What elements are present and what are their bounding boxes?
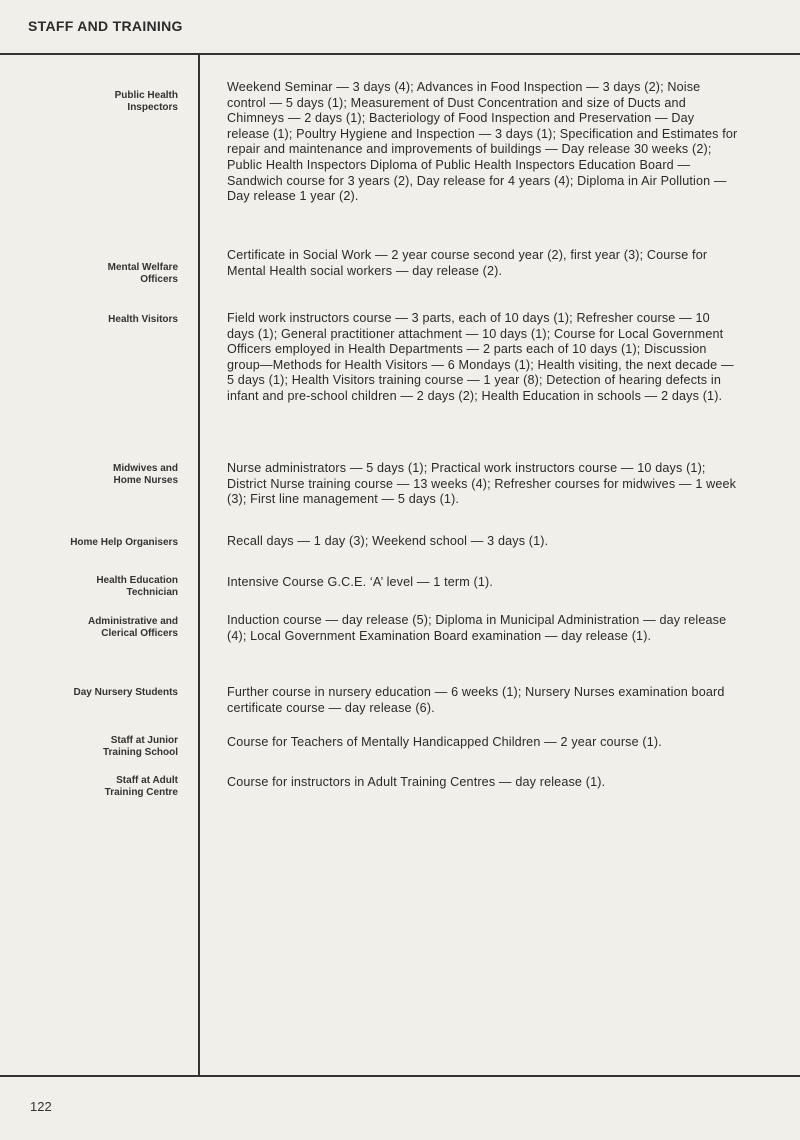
row-category: Administrative and Clerical Officers — [87, 616, 178, 639]
page-number: 122 — [30, 1099, 52, 1114]
bottom-rule — [0, 1075, 800, 1077]
row-category: Mental Welfare Officers — [107, 262, 178, 285]
row-courses: Weekend Seminar — 3 days (4); Advances in Food Inspection — 3 days (2); Noise control — 5 days (1); Measurement of Dust Concentration and size of Ducts and Chimneys — 2 days (1); Bacteriology of Food Inspection and Preservation — Day release (1); Poultry Hygiene and Inspection — 3 days (1); Specification and Estimates for repair and maintenance and improvements of buildings — Day release 30 weeks (2); Public Health Inspectors Diploma of Public Health Inspectors Education Board — Sandwich course for 3 years (2), Day release for 4 years (4); Diploma in Air Pollution — Day release 1 year (2). — [227, 80, 738, 204]
row-category: Staff at Adult Training Centre — [104, 775, 178, 798]
row-courses: Certificate in Social Work — 2 year course second year (2), first year (3); Course for Mental Health social workers — day release (2). — [227, 248, 708, 278]
top-rule — [0, 53, 800, 55]
row-category: Staff at Junior Training School — [102, 735, 178, 758]
row-category: Midwives and Home Nurses — [112, 463, 178, 486]
row-category: Home Help Organisers — [70, 537, 178, 548]
section-heading: STAFF AND TRAINING — [28, 18, 183, 34]
row-category: Health Visitors — [108, 314, 178, 325]
row-courses: Field work instructors course — 3 parts, each of 10 days (1); Refresher course — 10 days (1); General practitioner attachment — 10 days (1); Course for Local Government Officers employed in Health Departments — 2 parts each of 10 days (1); Discussion group—Methods for Health Visitors — 6 Mondays (1); Health visiting, the next decade — 5 days (1); Health Visitors training course — 1 year (8); Detection of hearing defects in infant and pre-school children — 2 days (2); Health Education in schools — 2 days (1). — [227, 311, 734, 403]
row-courses: Nurse administrators — 5 days (1); Practical work instructors course — 10 days (1); District Nurse training course — 13 weeks (4); Refresher courses for midwives — 1 week (3); First line management — 5 days (1). — [227, 461, 737, 507]
row-courses: Recall days — 1 day (3); Weekend school — 3 days (1). — [227, 534, 549, 548]
column-divider — [198, 53, 200, 1076]
row-courses: Further course in nursery education — 6 weeks (1); Nursery Nurses examination board certificate course — day release (6). — [227, 685, 725, 715]
row-category: Public Health Inspectors — [114, 90, 178, 113]
row-courses: Course for Teachers of Mentally Handicapped Children — 2 year course (1). — [227, 735, 662, 749]
row-category: Day Nursery Students — [73, 687, 178, 698]
row-courses: Course for instructors in Adult Training Centres — day release (1). — [227, 775, 606, 789]
row-category: Health Education Technician — [96, 575, 178, 598]
row-courses: Intensive Course G.C.E. ‘A’ level — 1 term (1). — [227, 575, 494, 589]
row-courses: Induction course — day release (5); Diploma in Municipal Administration — day release (4); Local Government Examination Board examination — day release (1). — [227, 613, 727, 643]
